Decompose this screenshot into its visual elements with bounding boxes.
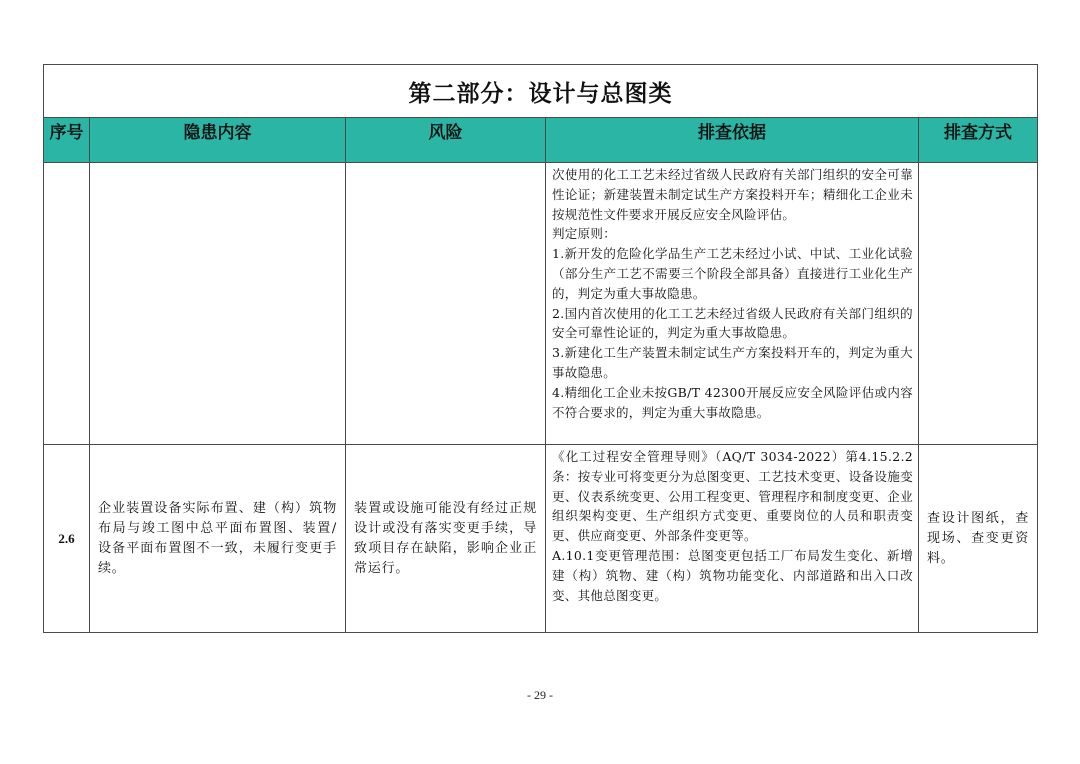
- basis-cell: [546, 445, 919, 633]
- hazard-content: [90, 163, 346, 445]
- hazard-content: 企业装置设备实际布置、建（构）筑物布局与竣工图中总平面布置图、装置/设备平面布置图不一致，未履行变更手续。: [90, 445, 346, 633]
- basis-text: [546, 163, 918, 424]
- title-row: [44, 65, 1038, 118]
- header-hazard: 隐患内容: [90, 118, 346, 163]
- method-content: [919, 163, 1038, 445]
- basis-paragraph: 4.精细化工企业未按GB/T 42300开展反应安全风险评估或内容不符合要求的，判定为重大事故隐患。: [552, 384, 913, 420]
- risk-content: 装置或设施可能没有经过正规设计或没有落实变更手续，导致项目存在缺陷，影响企业正常运行。: [346, 445, 546, 633]
- header-row: [44, 118, 1038, 163]
- basis-paragraph: 2.国内首次使用的化工工艺未经过省级人民政府有关部门组织的安全可靠性论证的，判定为重大事故隐患。: [552, 305, 913, 341]
- basis-paragraph: 判定原则：: [552, 226, 617, 242]
- page-number: - 29 -: [527, 688, 553, 702]
- table-row: [44, 163, 1038, 445]
- method-content: 查设计图纸，查现场、查变更资料。: [919, 445, 1038, 633]
- header-basis: 排查依据: [546, 118, 919, 163]
- header-no: 序号: [44, 118, 90, 163]
- header-risk: 风险: [346, 118, 546, 163]
- risk-content: [346, 163, 546, 445]
- basis-text: [546, 445, 918, 607]
- row-number: 2.6: [44, 445, 90, 633]
- row-number: [44, 163, 90, 445]
- basis-paragraph: 次使用的化工工艺未经过省级人民政府有关部门组织的安全可靠性论证；新建装置未制定试生产方案投料开车；精细化工企业未按规范性文件要求开展反应安全风险评估。: [552, 167, 913, 222]
- basis-paragraph: 《化工过程安全管理导则》（AQ/T 3034-2022）第4.15.2.2条：按专业可将变更分为总图变更、工艺技术变更、设备设施变更、仪表系统变更、公用工程变更、管理程序和制度变更、企业组织架构变更、生产组织方式变更、重要岗位的人员和职责变更、供应商变更、外部条件变更等。: [552, 449, 913, 544]
- basis-paragraph: 3.新建化工生产装置未制定试生产方案投料开车的，判定为重大事故隐患。: [552, 345, 913, 380]
- basis-paragraph: 1.新开发的危险化学品生产工艺未经过小试、中试、工业化试验（部分生产工艺不需要三个阶段全部具备）直接进行工业化生产的，判定为重大事故隐患。: [552, 246, 913, 301]
- header-method: 排查方式: [919, 118, 1038, 163]
- basis-paragraph: A.10.1变更管理范围：总图变更包括工厂布局发生变化、新增建（构）筑物、建（构）筑物功能变化、内部道路和出入口改变、其他总图变更。: [552, 547, 913, 603]
- hazard-table: [43, 64, 1038, 633]
- basis-cell: [546, 163, 919, 445]
- table-row: [44, 445, 1038, 633]
- section-title: 第二部分：设计与总图类: [44, 65, 1038, 118]
